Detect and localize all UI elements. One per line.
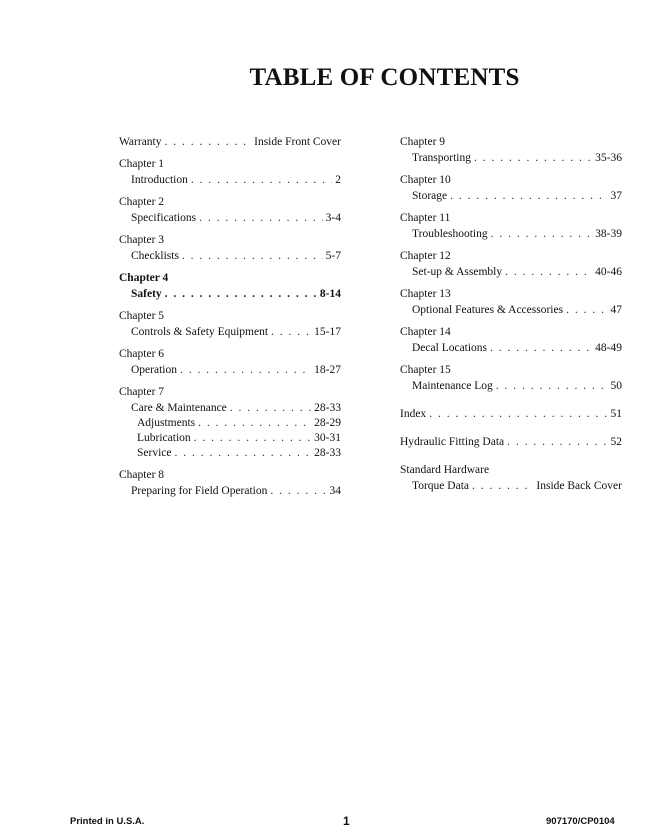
toc-row[interactable] [400, 378, 622, 394]
toc-row[interactable] [400, 478, 622, 494]
toc-entry [400, 134, 622, 166]
toc-row-page: 50 [610, 380, 622, 392]
footer-page-number: 1 [343, 814, 350, 828]
toc-entry [119, 194, 341, 226]
toc-row[interactable] [400, 434, 622, 450]
dot-leader [474, 150, 592, 166]
toc-entry [400, 248, 622, 280]
dot-leader [490, 340, 592, 356]
toc-row[interactable] [119, 362, 341, 378]
toc-row-page: 48-49 [595, 342, 622, 354]
toc-row-label: Introduction [131, 174, 188, 186]
toc-row-label: Checklists [131, 250, 179, 262]
toc-row-label: Service [137, 447, 172, 459]
toc-row[interactable] [119, 483, 341, 499]
toc-row-label: Safety [131, 288, 162, 300]
toc-entry [119, 384, 341, 461]
toc-row-label: Warranty [119, 136, 162, 148]
dot-leader [450, 188, 607, 204]
dot-leader [505, 264, 592, 280]
toc-row-page: 40-46 [595, 266, 622, 278]
toc-row-label: Index [400, 408, 427, 420]
dot-leader [174, 446, 311, 461]
dot-leader [271, 324, 311, 340]
toc-chapter-heading: Chapter 7 [119, 386, 165, 398]
toc-entry [119, 346, 341, 378]
dot-leader [194, 431, 312, 446]
toc-chapter-heading: Chapter 3 [119, 234, 165, 246]
toc-row-page: 47 [610, 304, 622, 316]
footer-printed-in: Printed in U.S.A. [70, 816, 145, 827]
toc-row-page: 28-33 [314, 402, 341, 414]
toc-row-label: Lubrication [137, 432, 191, 444]
toc-entry [400, 362, 622, 394]
dot-leader [191, 172, 332, 188]
toc-row[interactable] [119, 248, 341, 264]
toc-entry [119, 467, 341, 499]
toc-entry [119, 270, 341, 302]
toc-row-label: Maintenance Log [412, 380, 493, 392]
toc-row-label: Transporting [412, 152, 471, 164]
toc-row-page: 5-7 [325, 250, 341, 262]
toc-row-label: Troubleshooting [412, 228, 488, 240]
toc-row[interactable] [119, 210, 341, 226]
toc-chapter-heading: Chapter 13 [400, 288, 451, 300]
toc-row-label: Hydraulic Fitting Data [400, 436, 505, 448]
dot-leader [165, 286, 317, 302]
toc-chapter-heading: Chapter 6 [119, 348, 165, 360]
toc-chapter-heading: Chapter 15 [400, 364, 451, 376]
toc-entry [119, 156, 341, 188]
toc-row[interactable] [400, 188, 622, 204]
toc-entry [400, 406, 622, 422]
toc-row-page: 8-14 [319, 288, 341, 300]
toc-row-page: 3-4 [325, 212, 341, 224]
dot-leader [496, 378, 608, 394]
toc-chapter-heading: Chapter 8 [119, 469, 165, 481]
toc-row[interactable] [119, 134, 341, 150]
toc-row-page: 37 [610, 190, 622, 202]
toc-row-page: 52 [610, 436, 622, 448]
dot-leader [270, 483, 326, 499]
dot-leader [198, 416, 311, 431]
toc-entry [119, 134, 341, 150]
dot-leader [507, 434, 607, 450]
toc-row-page: 28-29 [314, 417, 341, 429]
toc-row-page: 30-31 [314, 432, 341, 444]
toc-row-label: Specifications [131, 212, 197, 224]
toc-row-page: 15-17 [314, 326, 341, 338]
toc-chapter-heading: Chapter 14 [400, 326, 451, 338]
toc-row[interactable] [119, 324, 341, 340]
toc-chapter-heading: Chapter 2 [119, 196, 165, 208]
toc-row[interactable] [400, 150, 622, 166]
toc-row-label: Care & Maintenance [131, 402, 227, 414]
toc-entry [400, 434, 622, 450]
toc-row-label: Set-up & Assembly [412, 266, 503, 278]
toc-row-label: Storage [412, 190, 448, 202]
toc-right-column [400, 134, 622, 500]
toc-entry [400, 324, 622, 356]
toc-chapter-heading: Chapter 4 [119, 272, 169, 284]
toc-chapter-heading: Chapter 9 [400, 136, 446, 148]
toc-row-page: Inside Front Cover [254, 136, 341, 148]
toc-row-label: Preparing for Field Operation [131, 485, 268, 497]
toc-entry [400, 210, 622, 242]
footer-document-code: 907170/CP0104 [546, 816, 615, 827]
dot-leader [429, 406, 607, 422]
toc-entry [119, 232, 341, 264]
toc-row[interactable] [119, 446, 341, 461]
dot-leader [230, 400, 311, 416]
toc-chapter-heading: Chapter 5 [119, 310, 165, 322]
dot-leader [472, 478, 533, 494]
toc-row-label: Adjustments [137, 417, 196, 429]
toc-chapter-heading: Standard Hardware [400, 464, 490, 476]
dot-leader [165, 134, 252, 150]
toc-row[interactable] [119, 431, 341, 446]
toc-row[interactable] [119, 172, 341, 188]
toc-row[interactable] [400, 406, 622, 422]
dot-leader [180, 362, 311, 378]
toc-row-label: Controls & Safety Equipment [131, 326, 269, 338]
toc-row[interactable] [400, 302, 622, 318]
toc-row-page: 34 [329, 485, 341, 497]
toc-row-label: Decal Locations [412, 342, 488, 354]
page-title: TABLE OF CONTENTS [249, 64, 520, 91]
toc-chapter-heading: Chapter 11 [400, 212, 451, 224]
toc-entry [400, 172, 622, 204]
toc-row-page: 51 [610, 408, 622, 420]
toc-row[interactable] [400, 226, 622, 242]
toc-entry [400, 286, 622, 318]
toc-row[interactable] [119, 416, 341, 431]
toc-row-page: 2 [335, 174, 341, 186]
toc-row[interactable] [119, 286, 341, 302]
dot-leader [199, 210, 323, 226]
toc-row-page: 18-27 [314, 364, 341, 376]
toc-row-page: 35-36 [595, 152, 622, 164]
toc-row-page: 38-39 [595, 228, 622, 240]
dot-leader [182, 248, 323, 264]
toc-entry [400, 462, 622, 494]
toc-row-label: Torque Data [412, 480, 469, 492]
toc-row[interactable] [400, 264, 622, 280]
toc-row-label: Operation [131, 364, 177, 376]
dot-leader [566, 302, 607, 318]
toc-chapter-heading: Chapter 12 [400, 250, 451, 262]
toc-chapter-heading: Chapter 1 [119, 158, 165, 170]
toc-row-page: Inside Back Cover [536, 480, 622, 492]
dot-leader [491, 226, 593, 242]
toc-row-label: Optional Features & Accessories [412, 304, 564, 316]
toc-row[interactable] [119, 400, 341, 416]
toc-entry [119, 308, 341, 340]
toc-row[interactable] [400, 340, 622, 356]
toc-chapter-heading: Chapter 10 [400, 174, 451, 186]
toc-row-page: 28-33 [314, 447, 341, 459]
toc-left-column [119, 134, 341, 505]
